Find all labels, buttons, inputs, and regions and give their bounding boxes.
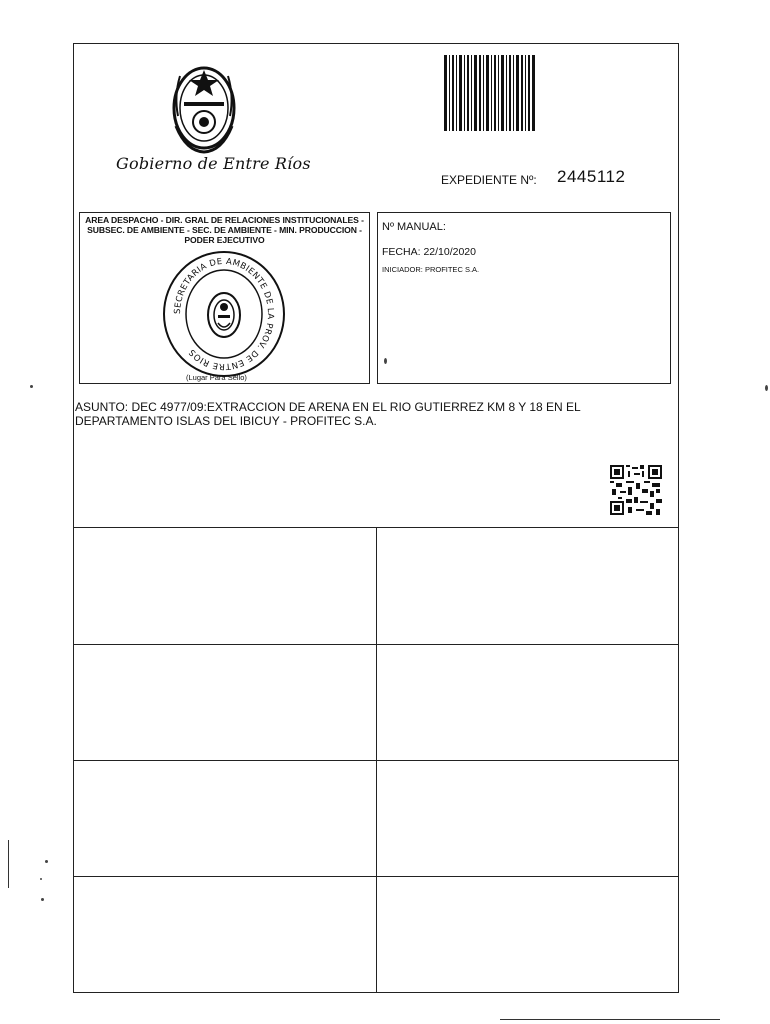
scan-speck bbox=[41, 898, 44, 901]
barcode-icon bbox=[444, 55, 536, 131]
grid-cell-4-2 bbox=[378, 878, 678, 991]
svg-text:SECRETARIA DE AMBIENTE DE LA P bbox=[173, 257, 275, 371]
grid-cell-3-2 bbox=[378, 762, 678, 875]
asunto-text bbox=[75, 400, 665, 428]
signature-grid bbox=[73, 527, 679, 993]
fecha-field bbox=[382, 246, 476, 258]
seal-caption: (Lugar Para Sello) bbox=[186, 373, 247, 382]
scan-edge-line bbox=[500, 1019, 720, 1020]
area-box bbox=[79, 212, 370, 384]
expediente-number: 2445112 bbox=[557, 167, 626, 186]
grid-cell-2-2 bbox=[378, 646, 678, 759]
scan-speck bbox=[384, 358, 387, 364]
qr-code-icon bbox=[610, 465, 662, 515]
seal-text: SECRETARIA DE AMBIENTE DE LA PROV. DE ENTRE RIOS bbox=[172, 256, 276, 372]
scan-edge-line bbox=[8, 840, 9, 888]
fecha-label: FECHA: bbox=[382, 246, 421, 258]
scan-speck bbox=[765, 385, 768, 391]
info-box bbox=[377, 212, 671, 384]
seal-icon bbox=[160, 249, 288, 379]
scan-speck bbox=[45, 860, 48, 863]
expediente-label: EXPEDIENTE Nº: bbox=[441, 173, 537, 187]
iniciador-value: PROFITEC S.A. bbox=[424, 265, 480, 274]
scan-speck bbox=[30, 385, 33, 388]
grid-cell-2-1 bbox=[73, 646, 373, 759]
manual-number-label: Nº MANUAL: bbox=[382, 221, 446, 233]
grid-cell-4-1 bbox=[73, 878, 373, 991]
government-name: Gobierno de Entre Ríos bbox=[116, 154, 311, 173]
iniciador-label: INICIADOR: bbox=[382, 265, 423, 274]
scan-speck bbox=[40, 878, 42, 880]
grid-cell-1-2 bbox=[378, 529, 678, 642]
grid-cell-3-1 bbox=[73, 762, 373, 875]
iniciador-field bbox=[382, 265, 479, 274]
grid-cell-1-1 bbox=[73, 529, 373, 642]
fecha-value: 22/10/2020 bbox=[423, 246, 476, 258]
grid-divider bbox=[376, 527, 377, 993]
area-text: AREA DESPACHO - DIR. GRAL DE RELACIONES INSTITUCIONALES - SUBSEC. DE AMBIENTE - SEC. DE AMBIENTE - MIN. PRODUCCION - PODER EJECUTIVO bbox=[85, 215, 364, 245]
asunto-line-1: ASUNTO: DEC 4977/09:EXTRACCION DE ARENA EN EL RIO GUTIERREZ KM 8 Y 18 EN EL bbox=[75, 400, 581, 414]
asunto-line-2: DEPARTAMENTO ISLAS DEL IBICUY - PROFITEC S.A. bbox=[75, 414, 377, 428]
crest-icon bbox=[166, 56, 242, 156]
